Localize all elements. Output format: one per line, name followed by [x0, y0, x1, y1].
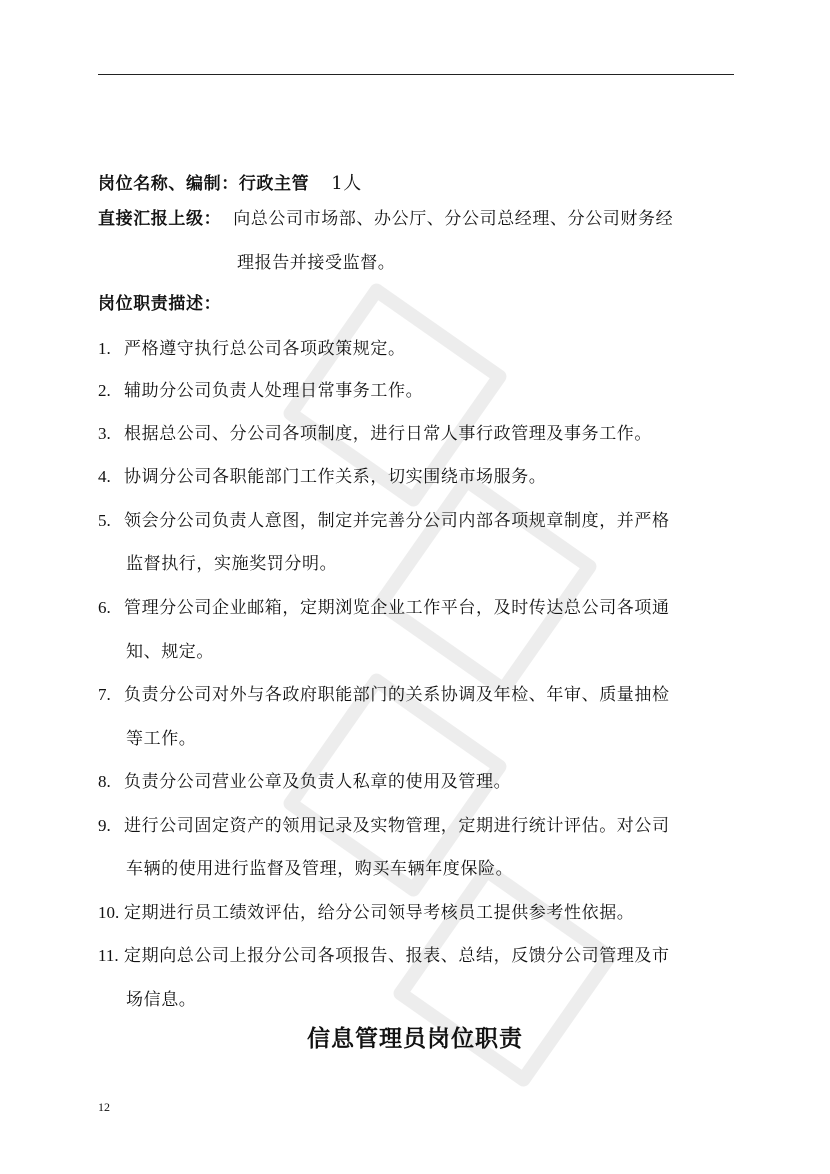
duties-heading	[98, 292, 221, 316]
list-item	[98, 814, 670, 838]
list-item-text: 严格遵守执行总公司各项政策规定。	[124, 339, 406, 359]
list-item-text: 定期向总公司上报分公司各项报告、报表、总结，反馈分公司管理及市	[124, 946, 670, 966]
list-item-text: 车辆的使用进行监督及管理，购买车辆年度保险。	[126, 859, 514, 879]
list-item-text: 知、规定。	[126, 642, 214, 662]
list-item-text: 根据总公司、分公司各项制度，进行日常人事行政管理及事务工作。	[124, 424, 652, 444]
list-item-text: 进行公司固定资产的领用记录及实物管理，定期进行统计评估。对公司	[124, 816, 670, 836]
list-item-number: 3.	[98, 424, 111, 443]
report-line-continued	[237, 251, 395, 275]
list-item	[98, 422, 652, 446]
list-item-continued	[126, 988, 196, 1012]
header-rule	[98, 74, 734, 75]
list-item-number: 4.	[98, 467, 111, 486]
list-item-text: 负责分公司对外与各政府职能部门的关系协调及年检、年审、质量抽检	[124, 685, 670, 705]
page-number: 12	[98, 1100, 110, 1114]
report-label: 直接汇报上级：	[98, 209, 222, 229]
section-title: 信息管理员岗位职责	[307, 1026, 523, 1052]
duties-label: 岗位职责描述：	[98, 294, 222, 314]
list-item-text: 等工作。	[126, 729, 197, 749]
list-item-text: 管理分公司企业邮箱，定期浏览企业工作平台，及时传达总公司各项通	[124, 598, 670, 618]
list-item-number: 5.	[98, 511, 111, 530]
list-item-text: 监督执行，实施奖罚分明。	[126, 554, 338, 574]
list-item-number: 7.	[98, 685, 111, 704]
report-line	[98, 207, 673, 231]
list-item-text: 领会分公司负责人意图，制定并完善分公司内部各项规章制度，并严格	[124, 511, 670, 531]
list-item-text: 场信息。	[126, 990, 197, 1010]
list-item-number: 11.	[98, 946, 119, 965]
report-value-line1: 向总公司市场部、办公厅、分公司总经理、分公司财务经	[233, 209, 674, 229]
list-item-text: 负责分公司营业公章及负责人私章的使用及管理。	[124, 772, 512, 792]
list-item	[98, 509, 670, 533]
list-item	[98, 379, 423, 403]
list-item-number: 9.	[98, 816, 111, 835]
list-item-number: 10.	[98, 903, 120, 922]
list-item	[98, 901, 634, 925]
list-item-number: 8.	[98, 772, 111, 791]
position-line	[98, 172, 362, 196]
list-item-text: 协调分公司各职能部门工作关系，切实围绕市场服务。	[124, 467, 547, 487]
report-value-line2: 理报告并接受监督。	[237, 253, 396, 273]
position-value: 行政主管	[238, 174, 310, 194]
list-item	[98, 596, 670, 620]
list-item-continued	[126, 857, 513, 881]
list-item-continued	[126, 640, 214, 664]
list-item	[98, 944, 670, 968]
list-item	[98, 683, 670, 707]
list-item-continued	[126, 552, 337, 576]
list-item-continued	[126, 727, 196, 751]
position-label: 岗位名称、编制：	[98, 174, 239, 194]
list-item-number: 6.	[98, 598, 111, 617]
list-item	[98, 337, 406, 361]
list-item-number: 2.	[98, 381, 111, 400]
list-item-text: 定期进行员工绩效评估，给分公司领导考核员工提供参考性依据。	[124, 903, 635, 923]
list-item	[98, 465, 546, 489]
list-item	[98, 770, 511, 794]
list-item-number: 1.	[98, 339, 111, 358]
list-item-text: 辅助分公司负责人处理日常事务工作。	[124, 381, 424, 401]
position-count: 1人	[331, 173, 362, 194]
